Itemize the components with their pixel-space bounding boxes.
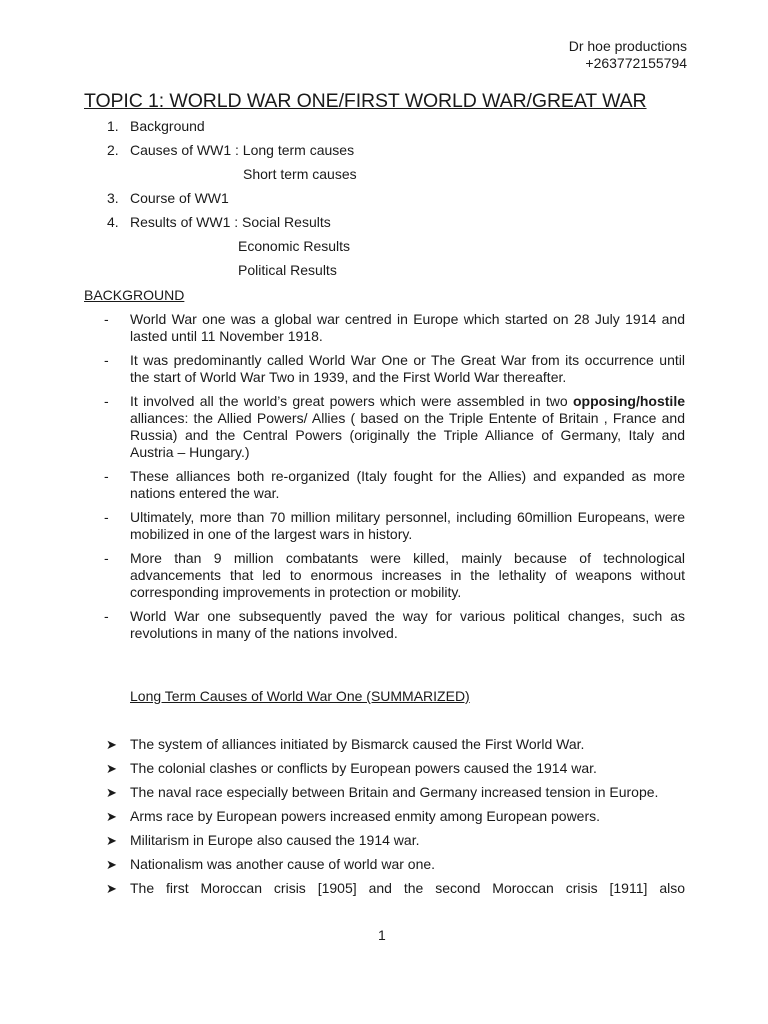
header-phone: +263772155794 (585, 55, 687, 71)
dash-marker: - (104, 468, 109, 484)
list-item (0, 352, 768, 386)
list-item (0, 608, 768, 642)
outline-text: Causes of WW1 : Long term causes (130, 142, 355, 158)
list-item (0, 736, 768, 753)
list-item (0, 856, 768, 873)
page-number: 1 (378, 927, 386, 943)
list-item (0, 808, 768, 825)
arrow-bullet-icon: ➤ (106, 737, 117, 752)
list-item (0, 832, 768, 849)
list-item-text: The system of alliances initiated by Bismarck caused the First World War. (130, 736, 585, 752)
header-block (569, 38, 687, 72)
list-item-text: The first Moroccan crisis [1905] and the second Moroccan crisis [1911] also (130, 880, 685, 896)
background-list (0, 311, 768, 649)
outline-number: 1. (107, 118, 119, 134)
outline-item (0, 142, 768, 166)
dash-marker: - (104, 509, 109, 525)
list-item-text: World War one subsequently paved the way for various political changes, such as revolutions in many of the nations involved. (130, 608, 685, 641)
list-item (0, 509, 768, 543)
dash-marker: - (104, 352, 109, 368)
page-title: TOPIC 1: WORLD WAR ONE/FIRST WORLD WAR/GREAT WAR (84, 90, 647, 112)
text-run: alliances: the Allied Powers/ Allies ( based on the Triple Entente of Britain , France and Russia) and the Central Powers (originally the Triple Alliance of Germany, Italy and Austria – Hungary.) (130, 410, 685, 460)
arrow-bullet-icon: ➤ (106, 785, 117, 800)
topic-outline (0, 118, 768, 286)
list-item-text: The colonial clashes or conflicts by European powers caused the 1914 war. (130, 760, 597, 776)
list-item (0, 550, 768, 601)
list-item (0, 311, 768, 345)
arrow-bullet-icon: ➤ (106, 809, 117, 824)
outline-subtext: Political Results (238, 262, 337, 278)
arrow-bullet-icon: ➤ (106, 761, 117, 776)
outline-number: 2. (107, 142, 119, 158)
list-item (0, 393, 768, 461)
dash-marker: - (104, 608, 109, 624)
arrow-bullet-icon: ➤ (106, 833, 117, 848)
list-item-text: Nationalism was another cause of world war one. (130, 856, 436, 872)
list-item-text: Militarism in Europe also caused the 1914 war. (130, 832, 420, 848)
outline-subtext: Economic Results (238, 238, 351, 254)
list-item (0, 784, 768, 801)
header-author: Dr hoe productions (568, 38, 687, 54)
bold-term: opposing/hostile (573, 393, 685, 409)
outline-number: 3. (107, 190, 119, 206)
list-item-text: The naval race especially between Britain and Germany increased tension in Europe. (130, 784, 659, 800)
outline-text: Results of WW1 : Social Results (130, 214, 331, 230)
dash-marker: - (104, 393, 109, 409)
outline-number: 4. (107, 214, 119, 230)
list-item-text: More than 9 million combatants were killed, mainly because of technological advancements that led to enormous increases in the lethality of weapons without corresponding improvements in protection or mobility. (130, 550, 685, 600)
background-heading: BACKGROUND (84, 287, 185, 303)
list-item-text (130, 393, 685, 461)
list-item (0, 760, 768, 777)
arrow-bullet-icon: ➤ (106, 857, 117, 872)
long-term-causes-list (0, 736, 768, 904)
outline-item (0, 214, 768, 238)
list-item-text: Ultimately, more than 70 million military personnel, including 60million Europeans, were mobilized in one of the largest wars in history. (130, 509, 685, 542)
outline-text: Course of WW1 (130, 190, 229, 206)
dash-marker: - (104, 311, 109, 327)
dash-marker: - (104, 550, 109, 566)
outline-text: Background (130, 118, 205, 134)
list-item-text: It was predominantly called World War One or The Great War from its occurrence until the start of World War Two in 1939, and the First World War thereafter. (130, 352, 685, 385)
outline-item (0, 190, 768, 214)
outline-subitem (0, 166, 768, 190)
text-run: It involved all the world’s great powers which were assembled in two (130, 393, 573, 409)
list-item-text: These alliances both re-organized (Italy fought for the Allies) and expanded as more nations entered the war. (130, 468, 685, 501)
long-term-causes-heading: Long Term Causes of World War One (SUMMARIZED) (130, 688, 470, 704)
list-item-text: Arms race by European powers increased enmity among European powers. (130, 808, 601, 824)
list-item (0, 880, 768, 897)
outline-subitem (0, 238, 768, 262)
arrow-bullet-icon: ➤ (106, 881, 117, 896)
outline-item (0, 118, 768, 142)
list-item (0, 468, 768, 502)
outline-subitem (0, 262, 768, 286)
outline-subtext: Short term causes (243, 166, 357, 182)
list-item-text: World War one was a global war centred in Europe which started on 28 July 1914 and lasted until 11 November 1918. (130, 311, 685, 344)
